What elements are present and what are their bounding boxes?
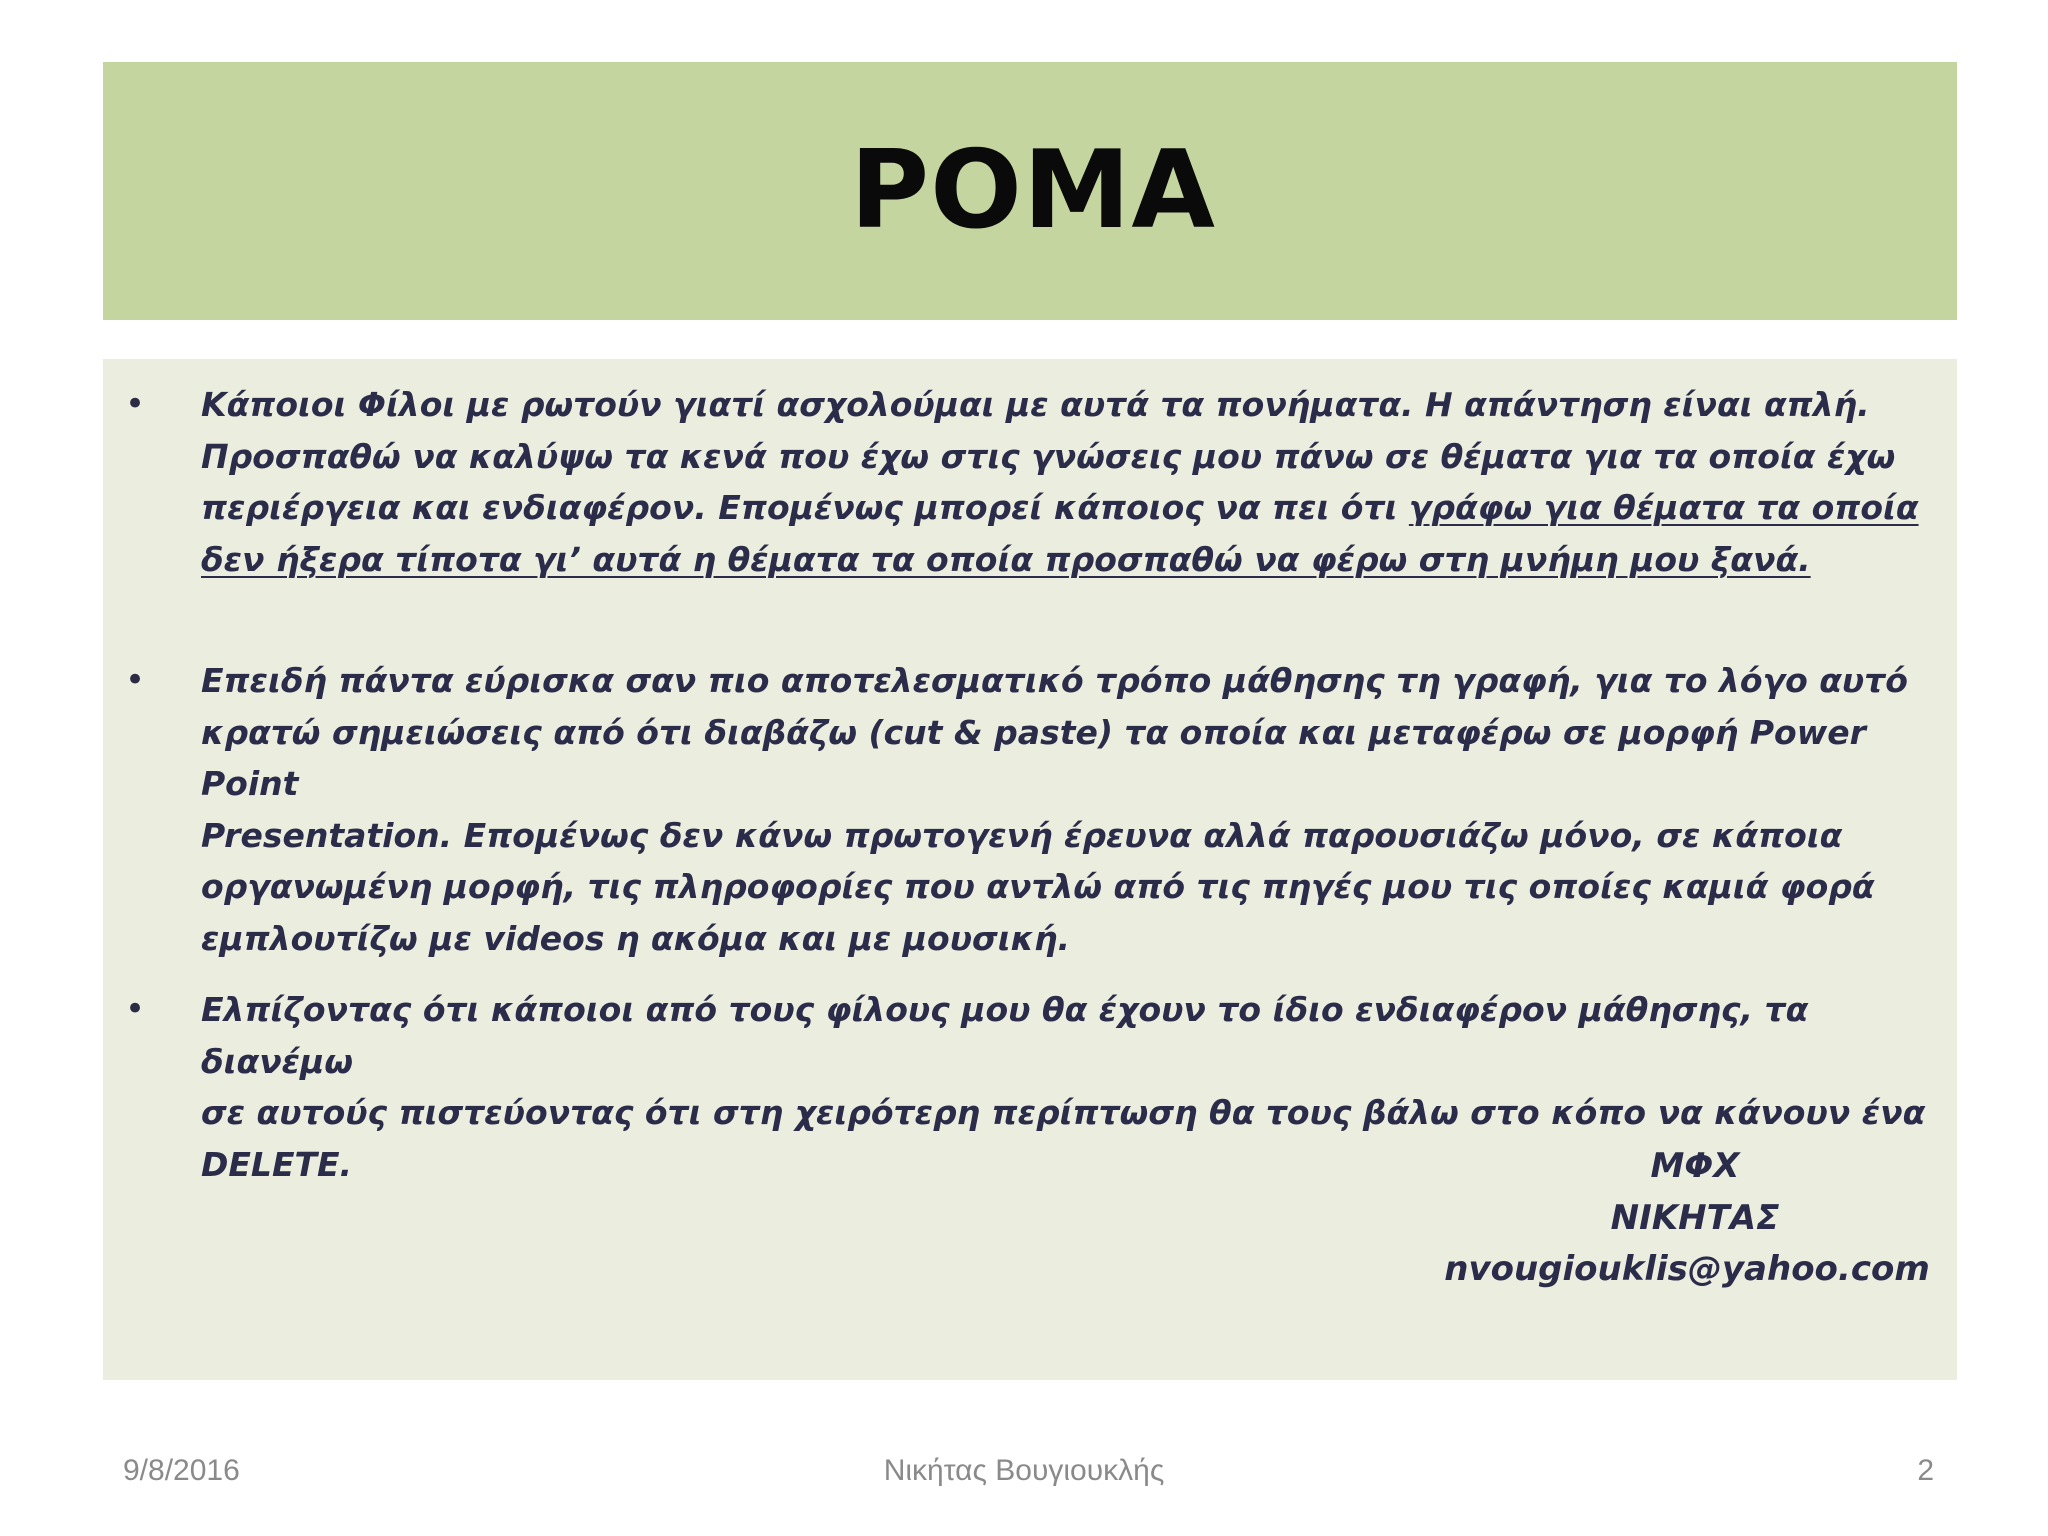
bullet-line-text: περιέργεια και ενδιαφέρον. Επομένως μπορεί κάποιος να πει ότι xyxy=(201,488,1409,527)
bullet-text xyxy=(201,379,1941,585)
bullet-marker: • xyxy=(125,989,146,1029)
bullet-marker: • xyxy=(125,384,146,424)
footer-author: Νικήτας Βουγιουκλής xyxy=(883,1454,1165,1487)
signature-initials: ΜΦΧ xyxy=(1650,1146,1740,1186)
bullet-line-underlined: δεν ήξερα τίποτα γι’ αυτά η θέματα τα οποία προσπαθώ να φέρω στη μνήμη μου ξανά. xyxy=(201,539,1811,579)
footer-page-number: 2 xyxy=(1917,1454,1934,1487)
bullet-line: εμπλουτίζω με videos η ακόμα και με μουσική. xyxy=(201,918,1071,958)
bullet-line: σε αυτούς πιστεύοντας ότι στη χειρότερη περίπτωση θα τους βάλω στο κόπο να κάνουν ένα xyxy=(201,1093,1926,1132)
bullet-line xyxy=(201,482,1941,534)
bullet-marker: • xyxy=(125,660,146,700)
content-box xyxy=(103,359,1957,1380)
signature-email: nvougiouklis@yahoo.com xyxy=(1444,1249,1930,1289)
bullet-line: Προσπαθώ να καλύψω τα κενά που έχω στις γνώσεις μου πάνω σε θέματα για τα οποία έχω xyxy=(201,436,1896,476)
bullet-line: Κάποιοι Φίλοι με ρωτούν γιατί ασχολούμαι με αυτά τα πονήματα. Η απάντηση είναι απλή. xyxy=(201,385,1870,424)
bullet-line: κρατώ σημειώσεις από ότι διαβάζω (cut & paste) τα οποία και μεταφέρω σε μορφή Power Point xyxy=(201,712,1866,803)
bullet-line: Επειδή πάντα εύρισκα σαν πιο αποτελεσματικό τρόπο μάθησης τη γραφή, για το λόγο αυτό xyxy=(201,661,1908,700)
bullet-line: DELETE. xyxy=(201,1144,353,1184)
bullet-line: Ελπίζοντας ότι κάποιοι από τους φίλους μου θα έχουν το ίδιο ενδιαφέρον μάθησης, τα διανέμω xyxy=(201,990,1809,1081)
title-band xyxy=(103,62,1957,320)
slide-title: ΡΟΜΑ xyxy=(849,128,1217,253)
bullet-line: οργανωμένη μορφή, τις πληροφορίες που αντλώ από τις πηγές μου τις οποίες καμιά φορά xyxy=(201,867,1875,906)
footer-date: 9/8/2016 xyxy=(123,1454,240,1487)
underlined-text: γράφω για θέματα τα οποία xyxy=(1408,488,1919,527)
signature-name: ΝΙΚΗΤΑΣ xyxy=(1610,1197,1780,1238)
bullet-line: Presentation. Επομένως δεν κάνω πρωτογενή έρευνα αλλά παρουσιάζω μόνο, σε κάποια xyxy=(201,815,1843,855)
bullet-text xyxy=(201,655,1941,964)
signature-block xyxy=(1315,1141,2048,1296)
